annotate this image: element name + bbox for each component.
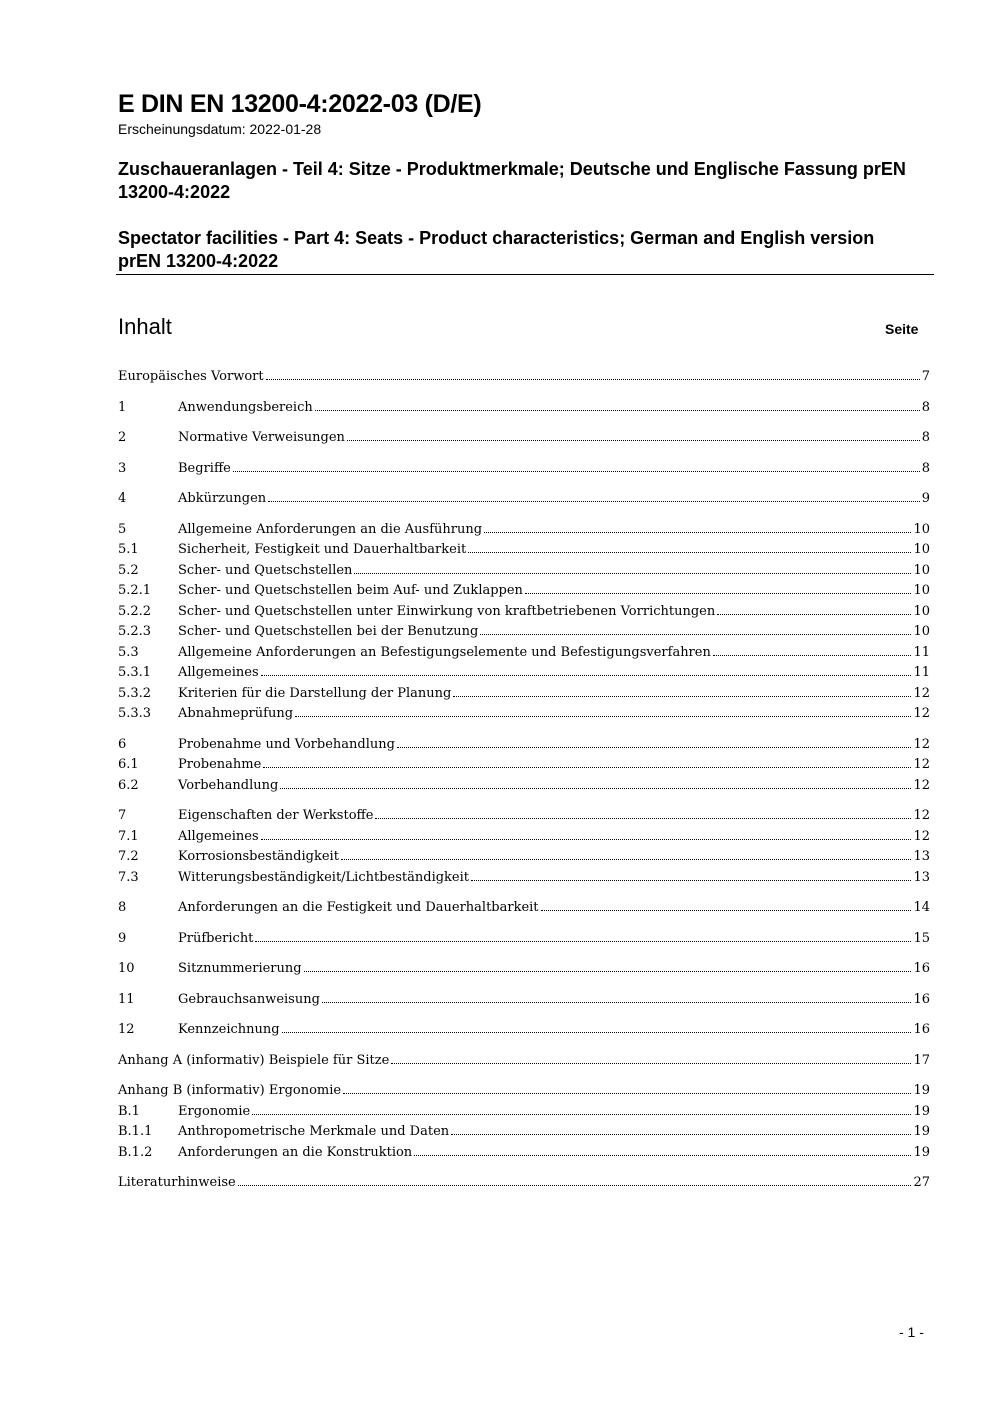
toc-entry-page: 8 — [921, 460, 930, 476]
toc-entry-number: 11 — [118, 991, 135, 1007]
toc-entry-number: 6 — [118, 736, 127, 752]
toc-dot-leader — [252, 1114, 911, 1115]
toc-entry-page: 16 — [913, 961, 930, 976]
toc-entry-title: Allgemeine Anforderungen an die Ausführung — [178, 521, 483, 537]
toc-entry[interactable] — [118, 868, 930, 889]
toc-entry-number: B.1 — [118, 1103, 140, 1119]
toc-entry[interactable] — [118, 1051, 930, 1072]
toc-entry-title: Scher- und Quetschstellen beim Auf- und Zuklappen — [178, 583, 523, 598]
toc-entry-title: Sicherheit, Festigkeit und Dauerhaltbarkeit — [178, 542, 467, 557]
toc-entry-title: Anwendungsbereich — [178, 399, 313, 415]
toc-entry-title: Kriterien für die Darstellung der Planung — [178, 685, 452, 701]
toc-dot-leader — [480, 634, 911, 635]
toc-entry-number: 5.3.3 — [118, 706, 152, 721]
toc-entry-number: 10 — [118, 961, 135, 976]
toc-dot-leader — [261, 675, 912, 676]
toc-entry-number: 7.3 — [118, 869, 139, 885]
toc-entry[interactable] — [118, 459, 930, 480]
toc-dot-leader — [717, 614, 911, 615]
toc-entry-title: Europäisches Vorwort — [118, 369, 264, 384]
toc-entry-number: 5.3 — [118, 644, 139, 660]
toc-entry-number: 5.3.1 — [118, 665, 152, 680]
toc-dot-leader — [266, 379, 920, 380]
toc-entry-title: Korrosionsbeständigkeit — [178, 849, 339, 864]
toc-dot-leader — [354, 573, 911, 574]
toc-entry-title: Sitznummerierung — [178, 961, 302, 976]
toc-heading: Inhalt — [118, 314, 172, 339]
toc-entry[interactable] — [118, 929, 930, 950]
toc-entry-title: Witterungsbeständigkeit/Lichtbeständigkeit — [178, 869, 470, 885]
toc-entry[interactable] — [118, 1081, 930, 1102]
toc-entry-page: 19 — [913, 1103, 930, 1119]
toc-entry-title: Vorbehandlung — [178, 777, 279, 793]
toc-dot-leader — [268, 501, 920, 502]
toc-entry-number: 5.2.2 — [118, 603, 152, 619]
toc-entry-title: Abkürzungen — [178, 491, 267, 506]
toc-entry[interactable] — [118, 1143, 930, 1164]
toc-entry-title: Literaturhinweise — [118, 1175, 236, 1190]
toc-entry-page: 12 — [913, 808, 930, 823]
toc-entry[interactable] — [118, 990, 930, 1011]
toc-page-column-label: Seite — [885, 321, 919, 337]
toc-dot-leader — [391, 1063, 911, 1064]
toc-entry-page: 10 — [913, 624, 930, 639]
toc-entry-title: Probenahme und Vorbehandlung — [178, 736, 395, 752]
toc-entry-page: 13 — [913, 869, 930, 885]
toc-entry-page: 9 — [921, 491, 930, 506]
toc-entry-page: 12 — [913, 757, 930, 772]
toc-dot-leader — [451, 1134, 911, 1135]
toc-entry-number: 5.3.2 — [118, 685, 152, 701]
toc-dot-leader — [238, 1185, 912, 1186]
toc-entry-number: 5.2.1 — [118, 583, 152, 598]
toc-entry[interactable] — [118, 367, 930, 388]
toc-entry-title: Scher- und Quetschstellen unter Einwirkung von kraftbetriebenen Vorrichtungen — [178, 603, 716, 619]
toc-entry-page: 12 — [913, 706, 930, 721]
toc-dot-leader — [263, 767, 911, 768]
toc-entry-page: 15 — [913, 930, 930, 946]
toc-dot-leader — [525, 593, 912, 594]
toc-entry-title: Anhang B (informativ) Ergonomie — [118, 1083, 342, 1098]
toc-entry-number: 12 — [118, 1022, 135, 1037]
toc-dot-leader — [414, 1155, 911, 1156]
toc-entry[interactable] — [118, 806, 930, 827]
toc-entry-title: Scher- und Quetschstellen — [178, 562, 353, 578]
toc-entry-title: Anhang A (informativ) Beispiele für Sitze — [118, 1052, 390, 1068]
toc-entry-number: B.1.1 — [118, 1124, 153, 1139]
toc-dot-leader — [453, 696, 911, 697]
toc-entry-title: Allgemeine Anforderungen an Befestigungselemente und Befestigungsverfahren — [178, 644, 711, 660]
toc-entry-number: 6.1 — [118, 757, 139, 772]
toc-entry-number: 5.2.3 — [118, 624, 152, 639]
toc-entry-number: 9 — [118, 930, 127, 946]
footer-page-number: - 1 - — [899, 1324, 924, 1340]
toc-dot-leader — [280, 788, 911, 789]
toc-entry[interactable] — [118, 581, 930, 602]
toc-entry-page: 16 — [913, 1022, 930, 1037]
toc-entry-title: Eigenschaften der Werkstoffe — [178, 808, 374, 823]
toc-entry-page: 14 — [913, 900, 930, 915]
publication-date: Erscheinungsdatum: 2022-01-28 — [118, 121, 322, 137]
toc-entry-page: 8 — [921, 399, 930, 415]
toc-entry-page: 12 — [913, 777, 930, 793]
toc-entry[interactable] — [118, 1102, 930, 1123]
toc-entry[interactable] — [118, 520, 930, 541]
toc-entry[interactable] — [118, 602, 930, 623]
header-divider — [116, 274, 934, 275]
toc-entry[interactable] — [118, 663, 930, 684]
document-title-english: Spectator facilities - Part 4: Seats - Product characteristics; German and English version prEN 13200-4:2022 — [118, 228, 875, 271]
toc-entry[interactable] — [118, 489, 930, 510]
toc-entry[interactable] — [118, 847, 930, 868]
toc-dot-leader — [347, 440, 920, 441]
toc-entry-page: 10 — [913, 583, 930, 598]
toc-dot-leader — [315, 410, 920, 411]
toc-entry[interactable] — [118, 755, 930, 776]
toc-entry-title: Ergonomie — [178, 1103, 251, 1119]
toc-entry[interactable] — [118, 959, 930, 980]
toc-entry-page: 12 — [913, 736, 930, 752]
toc-entry-page: 12 — [913, 685, 930, 701]
toc-dot-leader — [713, 655, 912, 656]
toc-entry-number: 7.1 — [118, 828, 139, 844]
toc-dot-leader — [233, 471, 920, 472]
toc-entry-page: 19 — [913, 1083, 930, 1098]
toc-entry-number: 3 — [118, 460, 127, 476]
document-title-german: Zuschaueranlagen - Teil 4: Sitze - Produktmerkmale; Deutsche und Englische Fassung prEN 13200-4:2022 — [118, 159, 906, 202]
toc-dot-leader — [468, 552, 911, 553]
toc-entry-number: B.1.2 — [118, 1144, 153, 1160]
toc-entry-page: 8 — [921, 430, 930, 445]
toc-entry-title: Kennzeichnung — [178, 1022, 280, 1037]
toc-entry-number: 8 — [118, 900, 127, 915]
toc-entry-number: 6.2 — [118, 777, 139, 793]
toc-entry[interactable] — [118, 622, 930, 643]
toc-entry[interactable] — [118, 776, 930, 797]
toc-entry-title: Anthropometrische Merkmale und Daten — [178, 1124, 450, 1139]
toc-dot-leader — [375, 818, 911, 819]
toc-entry[interactable] — [118, 398, 930, 419]
toc-entry[interactable] — [118, 735, 930, 756]
toc-entry-page: 11 — [913, 644, 930, 660]
toc-entry-page: 10 — [913, 562, 930, 578]
toc-entry-page: 17 — [913, 1052, 930, 1068]
toc-entry-page: 7 — [921, 369, 930, 384]
toc-entry-number: 7.2 — [118, 849, 139, 864]
toc-dot-leader — [322, 1002, 912, 1003]
toc-entry[interactable] — [118, 827, 930, 848]
toc-dot-leader — [471, 880, 911, 881]
toc-entry-number: 1 — [118, 399, 127, 415]
toc-entry-page: 10 — [913, 542, 930, 557]
toc-dot-leader — [282, 1032, 912, 1033]
toc-entry-title: Gebrauchsanweisung — [178, 991, 320, 1007]
toc-entry-title: Begriffe — [178, 460, 231, 476]
toc-dot-leader — [304, 971, 912, 972]
toc-entry-title: Scher- und Quetschstellen bei der Benutzung — [178, 624, 479, 639]
toc-dot-leader — [397, 747, 912, 748]
toc-entry-page: 12 — [913, 828, 930, 844]
toc-entry-page: 16 — [913, 991, 930, 1007]
toc-entry[interactable] — [118, 561, 930, 582]
document-standard-id: E DIN EN 13200-4:2022-03 (D/E) — [118, 90, 482, 118]
toc-dot-leader — [341, 859, 912, 860]
toc-entry[interactable] — [118, 1173, 930, 1194]
toc-entry-page: 19 — [913, 1144, 930, 1160]
toc-entry-number: 4 — [118, 491, 127, 506]
toc-entry[interactable] — [118, 898, 930, 919]
toc-dot-leader — [261, 839, 912, 840]
toc-entry-page: 11 — [913, 665, 930, 680]
toc-entry[interactable] — [118, 540, 930, 561]
toc-entry-number: 5.1 — [118, 542, 139, 557]
toc-entry-title: Normative Verweisungen — [178, 430, 345, 445]
toc-entry-title: Anforderungen an die Festigkeit und Dauerhaltbarkeit — [178, 900, 539, 915]
toc-dot-leader — [255, 941, 911, 942]
toc-entry-title: Prüfbericht — [178, 930, 254, 946]
toc-entry[interactable] — [118, 428, 930, 449]
table-of-contents — [118, 367, 930, 1194]
toc-dot-leader — [295, 716, 911, 717]
toc-entry-title: Allgemeines — [178, 665, 259, 680]
toc-entry-page: 13 — [913, 849, 930, 864]
toc-entry-number: 2 — [118, 430, 127, 445]
toc-entry[interactable] — [118, 684, 930, 705]
toc-entry-number: 7 — [118, 808, 127, 823]
toc-entry-page: 27 — [913, 1175, 930, 1190]
toc-entry[interactable] — [118, 643, 930, 664]
toc-entry-page: 19 — [913, 1124, 930, 1139]
toc-entry-title: Allgemeines — [178, 828, 259, 844]
toc-entry[interactable] — [118, 1020, 930, 1041]
toc-entry-number: 5 — [118, 521, 127, 537]
toc-entry[interactable] — [118, 704, 930, 725]
toc-entry-page: 10 — [913, 521, 930, 537]
toc-dot-leader — [343, 1093, 911, 1094]
toc-entry-title: Probenahme — [178, 757, 262, 772]
toc-entry-title: Abnahmeprüfung — [178, 706, 294, 721]
toc-dot-leader — [484, 532, 911, 533]
toc-dot-leader — [541, 910, 912, 911]
toc-entry-number: 5.2 — [118, 562, 139, 578]
toc-entry[interactable] — [118, 1122, 930, 1143]
toc-entry-title: Anforderungen an die Konstruktion — [178, 1144, 413, 1160]
toc-entry-page: 10 — [913, 603, 930, 619]
